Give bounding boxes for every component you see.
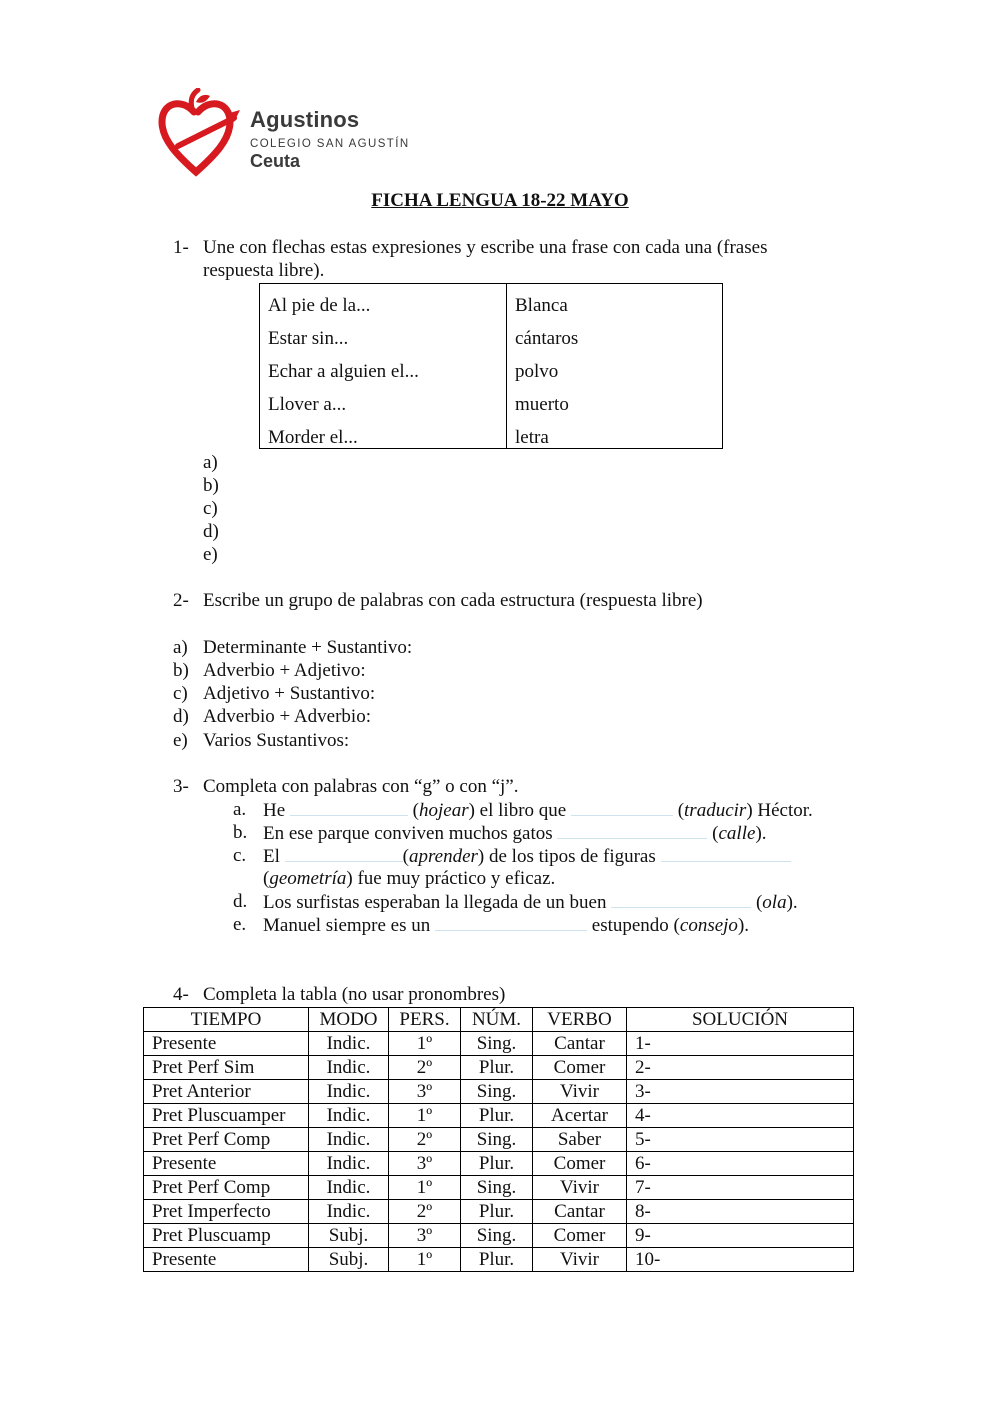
expression-left-3: Echar a alguien el...	[268, 361, 419, 382]
ex3-c-hint1: aprender	[408, 846, 478, 867]
cell-tiempo: Presente	[144, 1032, 309, 1056]
cell-modo: Subj.	[309, 1248, 389, 1272]
cell-modo: Indic.	[309, 1032, 389, 1056]
cell-solucion[interactable]: 5-	[627, 1128, 854, 1152]
ex3-a-hint2: traducir	[684, 800, 747, 821]
cell-tiempo: Pret Perf Comp	[144, 1176, 309, 1200]
cell-solucion[interactable]: 8-	[627, 1200, 854, 1224]
header-pers: PERS.	[389, 1008, 461, 1032]
cell-verbo: Acertar	[533, 1104, 627, 1128]
ex3-letter-a: a.	[233, 799, 247, 820]
cell-tiempo: Pret Pluscuamp	[144, 1224, 309, 1248]
cell-modo: Subj.	[309, 1224, 389, 1248]
ex3-sentence-e	[263, 914, 749, 937]
cell-pers: 3º	[389, 1080, 461, 1104]
ex2-letter-a: a)	[173, 637, 188, 658]
cell-verbo: Vivir	[533, 1248, 627, 1272]
ex3-c-blank2[interactable]	[661, 845, 791, 862]
cell-solucion[interactable]: 4-	[627, 1104, 854, 1128]
cell-tiempo: Pret Imperfecto	[144, 1200, 309, 1224]
header-num: NÚM.	[461, 1008, 533, 1032]
expression-left-4: Llover a...	[268, 394, 347, 415]
ex1-instruction-line1: Une con flechas estas expresiones y escribe una frase con cada una (frases	[203, 237, 768, 258]
ex3-a-hint1: hojear	[418, 800, 469, 821]
cell-pers: 2º	[389, 1200, 461, 1224]
expressions-table	[259, 283, 723, 449]
cell-pers: 1º	[389, 1248, 461, 1272]
cell-verbo: Comer	[533, 1224, 627, 1248]
cell-tiempo: Pret Anterior	[144, 1080, 309, 1104]
ex2-item-a[interactable]: Determinante + Sustantivo:	[203, 637, 413, 658]
table-row	[144, 1128, 854, 1152]
ex2-letter-e: e)	[173, 730, 188, 751]
ex3-b-blank1[interactable]	[557, 822, 707, 839]
ex3-e-hint1: consejo	[679, 915, 738, 936]
ex4-number: 4-	[173, 984, 189, 1005]
verb-table	[143, 1007, 854, 1272]
table-row	[144, 1200, 854, 1224]
table-row	[144, 1056, 854, 1080]
ex3-e-text1: Manuel siempre es un	[263, 915, 431, 936]
ex3-a-text3: ) Héctor.	[746, 800, 813, 821]
ex3-c-hint2: geometría	[269, 868, 347, 889]
table-row	[144, 1104, 854, 1128]
cell-verbo: Vivir	[533, 1176, 627, 1200]
table-row	[144, 1032, 854, 1056]
cell-num: Sing.	[461, 1176, 533, 1200]
ex3-sentence-c-cont: (geometría) fue muy práctico y eficaz.	[263, 868, 556, 889]
cell-modo: Indic.	[309, 1104, 389, 1128]
table-header-row	[144, 1008, 854, 1032]
ex3-d-blank1[interactable]	[611, 891, 751, 908]
cell-pers: 2º	[389, 1056, 461, 1080]
ex1-instruction-line2: respuesta libre).	[203, 260, 325, 281]
cell-solucion[interactable]: 2-	[627, 1056, 854, 1080]
answer-line-c[interactable]: c)	[203, 498, 218, 519]
ex2-letter-d: d)	[173, 706, 189, 727]
expression-right-4: muerto	[515, 394, 569, 415]
ex1-number: 1-	[173, 237, 189, 258]
ex3-d-text2: ).	[786, 892, 798, 913]
cell-tiempo: Presente	[144, 1152, 309, 1176]
cell-tiempo: Presente	[144, 1248, 309, 1272]
cell-tiempo: Pret Perf Sim	[144, 1056, 309, 1080]
ex3-c-text1: El	[263, 846, 280, 867]
expression-right-1: Blanca	[515, 295, 568, 316]
cell-pers: 2º	[389, 1128, 461, 1152]
logo-city: Ceuta	[250, 151, 301, 171]
ex2-instruction: Escribe un grupo de palabras con cada estructura (respuesta libre)	[203, 590, 703, 611]
ex3-letter-e: e.	[233, 914, 247, 935]
answer-line-e[interactable]: e)	[203, 544, 218, 565]
ex3-e-text2: estupendo (	[591, 915, 680, 936]
cell-verbo: Comer	[533, 1056, 627, 1080]
expression-right-2: cántaros	[515, 328, 579, 349]
logo-subtitle: COLEGIO SAN AGUSTÍN	[250, 138, 410, 150]
cell-solucion[interactable]: 7-	[627, 1176, 854, 1200]
cell-solucion[interactable]: 1-	[627, 1032, 854, 1056]
answer-line-a[interactable]: a)	[203, 452, 218, 473]
cell-tiempo: Pret Pluscuamper	[144, 1104, 309, 1128]
ex3-sentence-a: He (hojear) el libro que (traducir) Héctor.	[263, 800, 813, 821]
table-row	[144, 1248, 854, 1272]
ex3-c-text3: ) fue muy práctico y eficaz.	[346, 868, 556, 889]
ex3-b-text1: En ese parque conviven muchos gatos	[263, 823, 553, 844]
ex3-sentence-b: En ese parque conviven muchos gatos (calle).	[263, 823, 767, 844]
cell-solucion[interactable]: 9-	[627, 1224, 854, 1248]
ex3-sentence-d: Los surfistas esperaban la llegada de un buen (ola).	[263, 892, 798, 913]
cell-verbo: Comer	[533, 1152, 627, 1176]
ex3-c-blank1[interactable]	[285, 845, 403, 862]
expression-left-1: Al pie de la...	[268, 295, 371, 316]
cell-num: Plur.	[461, 1104, 533, 1128]
cell-pers: 1º	[389, 1104, 461, 1128]
cell-pers: 3º	[389, 1224, 461, 1248]
cell-verbo: Cantar	[533, 1032, 627, 1056]
ex2-item-d[interactable]: Adverbio + Adverbio:	[203, 706, 371, 727]
page-title: FICHA LENGUA 18-22 MAYO	[371, 190, 629, 211]
cell-num: Plur.	[461, 1056, 533, 1080]
logo-name: Agustinos	[250, 107, 360, 132]
ex2-item-c[interactable]: Adjetivo + Sustantivo:	[203, 683, 376, 704]
cell-num: Sing.	[461, 1128, 533, 1152]
ex3-d-hint1: ola	[762, 892, 787, 913]
table-row	[144, 1152, 854, 1176]
ex4-instruction: Completa la tabla (no usar pronombres)	[203, 984, 506, 1005]
header-tiempo: TIEMPO	[144, 1008, 309, 1032]
ex3-letter-c: c.	[233, 845, 247, 866]
ex3-e-blank1[interactable]	[435, 914, 587, 931]
answer-line-b[interactable]: b)	[203, 475, 219, 496]
answer-line-d[interactable]: d)	[203, 521, 219, 542]
cell-modo: Indic.	[309, 1200, 389, 1224]
expression-right-3: polvo	[515, 361, 559, 382]
cell-num: Sing.	[461, 1080, 533, 1104]
header-modo: MODO	[309, 1008, 389, 1032]
expression-left-5: Morder el...	[268, 427, 358, 448]
table-row	[144, 1224, 854, 1248]
ex3-letter-b: b.	[233, 822, 248, 843]
ex3-a-text1: He	[263, 800, 286, 821]
ex2-item-e[interactable]: Varios Sustantivos:	[203, 730, 350, 751]
cell-num: Plur.	[461, 1152, 533, 1176]
cell-modo: Indic.	[309, 1176, 389, 1200]
table-divider	[506, 284, 507, 448]
cell-pers: 1º	[389, 1176, 461, 1200]
ex2-letter-c: c)	[173, 683, 188, 704]
ex3-b-text2: ).	[755, 823, 767, 844]
ex3-a-text2: ) el libro que	[468, 800, 567, 821]
ex3-c-text2: ) de los tipos de figuras	[477, 846, 656, 867]
ex2-letter-b: b)	[173, 660, 189, 681]
expression-right-5: letra	[515, 427, 549, 448]
ex3-e-text3: ).	[737, 915, 750, 936]
cell-modo: Indic.	[309, 1152, 389, 1176]
cell-tiempo: Pret Perf Comp	[144, 1128, 309, 1152]
cell-verbo: Cantar	[533, 1200, 627, 1224]
cell-pers: 1º	[389, 1032, 461, 1056]
cell-solucion[interactable]: 3-	[627, 1080, 854, 1104]
header-solucion: SOLUCIÓN	[627, 1008, 854, 1032]
cell-num: Plur.	[461, 1200, 533, 1224]
ex2-item-b[interactable]: Adverbio + Adjetivo:	[203, 660, 366, 681]
cell-num: Sing.	[461, 1032, 533, 1056]
ex3-sentence-c: El (aprender) de los tipos de figuras	[263, 845, 791, 868]
cell-verbo: Saber	[533, 1128, 627, 1152]
table-row	[144, 1176, 854, 1200]
ex3-d-text1: Los surfistas esperaban la llegada de un buen	[263, 892, 607, 913]
cell-modo: Indic.	[309, 1056, 389, 1080]
ex3-letter-d: d.	[233, 891, 248, 912]
cell-solucion[interactable]: 6-	[627, 1152, 854, 1176]
ex3-a-blank1[interactable]	[290, 799, 408, 816]
ex3-instruction: Completa con palabras con “g” o con “j”.	[203, 776, 519, 797]
ex3-b-hint1: calle	[718, 823, 756, 844]
cell-pers: 3º	[389, 1152, 461, 1176]
ex3-a-blank2[interactable]	[571, 799, 673, 816]
cell-modo: Indic.	[309, 1080, 389, 1104]
ex3-number: 3-	[173, 776, 189, 797]
expression-left-2: Estar sin...	[268, 328, 349, 349]
table-row	[144, 1080, 854, 1104]
cell-num: Sing.	[461, 1224, 533, 1248]
cell-solucion[interactable]: 10-	[627, 1248, 854, 1272]
cell-verbo: Vivir	[533, 1080, 627, 1104]
cell-num: Plur.	[461, 1248, 533, 1272]
ex2-number: 2-	[173, 590, 189, 611]
cell-modo: Indic.	[309, 1128, 389, 1152]
header-verbo: VERBO	[533, 1008, 627, 1032]
